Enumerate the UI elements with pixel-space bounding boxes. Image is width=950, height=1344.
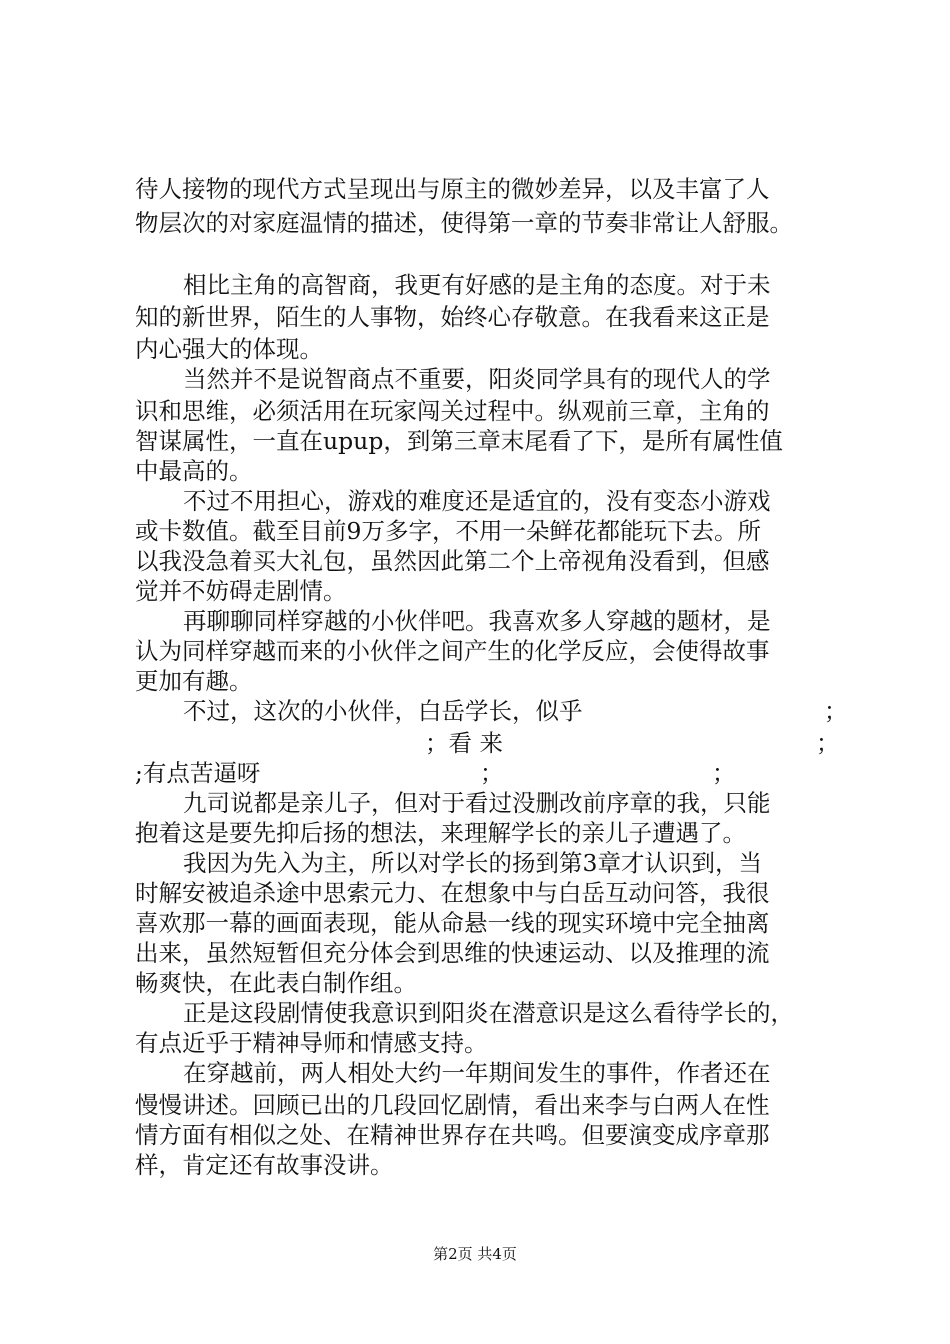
text-line: 内心强大的体现。: [135, 335, 323, 363]
text-line: ；看 来: [425, 729, 503, 757]
text-line: 不过不用担心，游戏的难度还是适宜的，没有变态小游戏: [183, 487, 771, 515]
text-line: 有点近乎于精神导师和情感支持。: [135, 1029, 488, 1057]
text-line: 更加有趣。: [135, 667, 253, 695]
text-line: 知的新世界，陌生的人事物，始终心存敬意。在我看来这正是: [135, 303, 770, 331]
text-line: 我因为先入为主，所以对学长的扬到第3章才认识到，当: [183, 849, 762, 877]
text-line: 识和思维，必须活用在玩家闯关过程中。纵观前三章，主角的: [135, 397, 770, 425]
semicolon: ；: [824, 697, 842, 725]
text-line: 抱着这是要先抑后扬的想法，来理解学长的亲儿子遭遇了。: [135, 819, 746, 847]
text-line: 待人接物的现代方式呈现出与原主的微妙差异，以及丰富了人: [135, 175, 770, 203]
text-line: 畅爽快，在此表白制作组。: [135, 969, 417, 997]
semicolon: ；: [480, 759, 504, 787]
text-line: 不过，这次的小伙伴，白岳学长，似乎: [183, 697, 583, 725]
text-line: 相比主角的高智商，我更有好感的是主角的态度。对于未: [183, 271, 771, 299]
page-number-footer: 第2页 共4页: [433, 1245, 517, 1263]
text-line: 智谋属性，一直在upup，到第三章末尾看了下，是所有属性值: [135, 427, 783, 455]
semicolon: ；: [712, 759, 736, 787]
text-line: 物层次的对家庭温情的描述，使得第一章的节奏非常让人舒服。: [135, 209, 793, 237]
text-line: 认为同样穿越而来的小伙伴之间产生的化学反应，会使得故事: [135, 637, 770, 665]
text-line: 九司说都是亲儿子，但对于看过没删改前序章的我，只能: [183, 789, 771, 817]
text-line: 慢慢讲述。回顾已出的几段回忆剧情，看出来李与白两人在性: [135, 1091, 770, 1119]
text-line: 喜欢那一幕的画面表现，能从命悬一线的现实环境中完全抽离: [135, 909, 770, 937]
semicolon: ；: [816, 729, 840, 757]
text-line: 正是这段剧情使我意识到阳炎在潜意识是这么看待学长的，: [183, 999, 794, 1027]
text-line: 再聊聊同样穿越的小伙伴吧。我喜欢多人穿越的题材，是: [183, 607, 771, 635]
text-line: 在穿越前，两人相处大约一年期间发生的事件，作者还在: [183, 1059, 771, 1087]
text-line: 觉并不妨碍走剧情。: [135, 577, 347, 605]
text-line: 样，肯定还有故事没讲。: [135, 1151, 394, 1179]
text-line: 时解安被追杀途中思索元力、在想象中与白岳互动问答，我很: [135, 879, 770, 907]
text-line: ;有点苦逼呀: [135, 759, 261, 787]
text-line: 当然并不是说智商点不重要，阳炎同学具有的现代人的学: [183, 365, 771, 393]
text-line: 情方面有相似之处、在精神世界存在共鸣。但要演变成序章那: [135, 1121, 770, 1149]
text-line: 以我没急着买大礼包，虽然因此第二个上帝视角没看到，但感: [135, 547, 770, 575]
text-line: 出来，虽然短暂但充分体会到思维的快速运动、以及推理的流: [135, 939, 770, 967]
text-line: 中最高的。: [135, 457, 253, 485]
text-line: 或卡数值。截至目前9万多字，不用一朵鲜花都能玩下去。所: [135, 517, 761, 545]
